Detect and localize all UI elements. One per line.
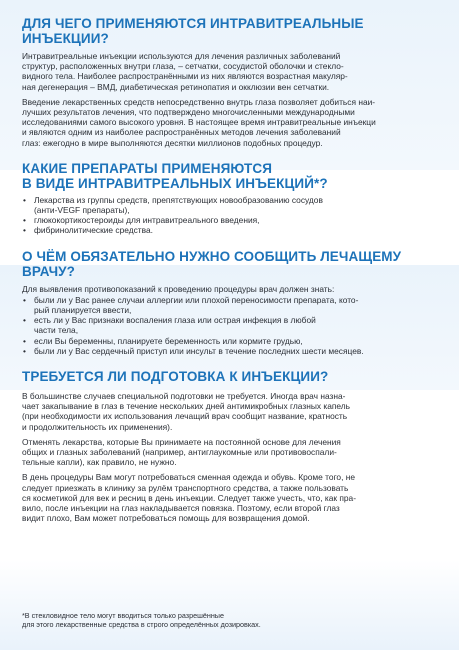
list-item: • глюкокортикостероиды для интравитреального введения, [23, 215, 260, 226]
bullet-list [22, 295, 440, 356]
bullet-icon: • [23, 335, 26, 346]
list-item: • если Вы беременны, планируете беременность или кормите грудью, [23, 335, 303, 346]
paragraph: Отменять лекарства, которые Вы принимаете на постоянной основе для лечения общих и глазных заболеваний (например, антиглаукомные или противовоспали- тельные капли), как правило, не нужно. [22, 436, 341, 468]
bullet-icon: • [23, 294, 26, 305]
paragraph: Введение лекарственных средств непосредственно внутрь глаза позволяет добиться наи- лучших результатов лечения, что подтверждено многочисленными международными исследованиями самого высокого уровня. В настоящее время интравитреальные инъекци и являются одним из наиболее распространённых методов лечения заболеваний глаз: ежегодно в мире выполняются десятки миллионов подобных процедур. [22, 96, 376, 148]
list-item: • Лекарства из группы средств, препятствующих новообразованию сосудов (анти-VEGF препараты), [23, 194, 323, 216]
section-preparation [22, 369, 440, 523]
list-item: • были ли у Вас сердечный приступ или инсульт в течение последних шести месяцев. [23, 345, 364, 356]
list-item: • фибринолитические средства. [23, 225, 153, 236]
list-item: • есть ли у Вас признаки воспаления глаза или острая инфекция в любой части тела, [23, 315, 316, 336]
bullet-icon: • [23, 315, 26, 326]
section-drugs [22, 161, 440, 236]
content [22, 16, 440, 537]
background-band [0, 560, 459, 650]
section-heading: ТРЕБУЕТСЯ ЛИ ПОДГОТОВКА К ИНЪЕКЦИИ? [22, 369, 329, 385]
bullet-icon: • [23, 345, 26, 356]
bullet-icon: • [23, 225, 26, 236]
list-item: • были ли у Вас ранее случаи аллергии или плохой переносимости препарата, кото- рый планируется ввести, [23, 294, 359, 316]
paragraph: В большинстве случаев специальной подготовки не требуется. Иногда врач назна- чает закапывание в глаз в течение нескольких дней антимикробных глазных капель (при необходимости их использования лечащий врач сообщит название, кратность и продолжительность их применения). [22, 391, 351, 432]
bullet-list [22, 195, 440, 236]
bullet-icon: • [23, 194, 26, 205]
bullet-icon: • [23, 215, 26, 226]
section-heading: О ЧЁМ ОБЯЗАТЕЛЬНО НУЖНО СООБЩИТЬ ЛЕЧАЩЕМУ ВРАЧУ? [22, 248, 402, 279]
section-purpose [22, 16, 440, 148]
section-heading: КАКИЕ ПРЕПАРАТЫ ПРИМЕНЯЮТСЯ В ВИДЕ ИНТРАВИТРЕАЛЬНЫХ ИНЪЕКЦИЙ*? [22, 160, 328, 191]
paragraph: Для выявления противопоказаний к проведению процедуры врач должен знать: [22, 283, 335, 294]
footnote: *В стекловидное тело могут вводиться только разрешённые для этого лекарственные средства в строго определённых дозировках. [22, 611, 261, 629]
section-heading: ДЛЯ ЧЕГО ПРИМЕНЯЮТСЯ ИНТРАВИТРЕАЛЬНЫЕ ИНЪЕКЦИИ? [22, 16, 364, 46]
paragraph: Интравитреальные инъекции используются для лечения различных заболеваний структур, расположенных внутри глаза, – сетчатки, сосудистой оболочки и стекло- видного тела. Наиболее распространёнными из них являются возрастная макуляр- ная дегенерация – ВМД, диабетическая ретинопатия и окклюзии вен сетчатки. [22, 51, 348, 92]
paragraph: В день процедуры Вам могут потребоваться сменная одежда и обувь. Кроме того, не следует приезжать в клинику за рулём транспортного средства, а также пользовать ся косметикой для век и ресниц в день инъекции. Следует также учесть, что, как пра- вило, после инъекции на глаз накладывается повязка. Поэтому, если второй глаз видит плохо, Вам может потребоваться помощь для возвращения домой. [22, 472, 356, 524]
section-tell-doctor [22, 249, 440, 356]
